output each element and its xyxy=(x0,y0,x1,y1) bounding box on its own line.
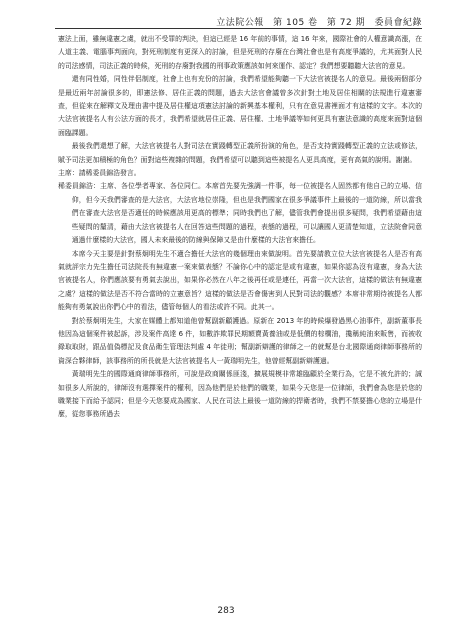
header-rule xyxy=(55,28,422,29)
paragraph: 黃瑞明先生的國際通商律師事務所，可說是政商關係匪淺，擴展規模非常雄臨顧於全業行為，它是不被允許的；誠如很多人所說的，律師沒有選擇案件的權利，因為他們是於他們的職業，如果今天您是一位律師，我們會為您是於您的職業接下而給予認同；但是今天您要成為國家、人民在司法上最後一道防線的捍衛者時，我們不禁要擔心您的立場是什麼，從您事務所過去 xyxy=(58,370,422,419)
page-number: 283 xyxy=(217,606,235,616)
paragraph: 還有同性婚，同性伴侶制度，社會上也有充份的討論，我們希望能夠聽一下大法官被提名人的意見。最後兩個部分是最近兩年討論很多的，即憲法修、居住正義的問題，過去大法官會議曾多次針對土地及居住相關的法規進行違憲審查，但從來在解釋文及理由書中提及居住權這項憲法討論的新興基本權利，只有在意見書裡面才有這樣的文字。本次的大法官被提名人有公法方面的長才，我們希望就居住正義、居住權、土地爭議等如何更具有憲法意識的高度來面對這個面臨課題。 xyxy=(58,75,422,137)
section-label: 委員會紀錄 xyxy=(374,18,422,28)
publication-title: 立法院公報 xyxy=(216,18,264,28)
speaker-line: 主席：請稀委員錦浩發言。 xyxy=(58,169,141,178)
paragraph: 最後我們還想了解，大法官被提名人對司法在實踐轉型正義所扮演的角色，是否支持實踐轉型正義的立法或修法，賦予司法更加積極的角色？面對這些複雜的問題，我們希望可以聽到這些被提名人更具高度，更有高氣的說明。謝謝。 xyxy=(58,142,422,164)
paragraph: 本席今天主要是針對蔡炯明先生不適合擔任大法官的幾個理由來做說明。首先要請教立位大法官被提名人是否有高氣就評宗力先生擔任司法院長有無違憲一案來做表態？不論你心中的認定是或有違憲，如果你認為沒有違憲，身為大法官被提名人，你們應該要有勇氣去說出，如果你必然在八年之後再任或是連任，再當一次大法官，這樣的做法有無違憲之虞？這樣的做法是否不符合當時的立憲意旨？這樣的做法是否會傷害到人民對司法的觀感？本席非常期待被提名人都能夠有勇氣說出你們心中的看法，儘管每個人的看法或許不同。此其一。 xyxy=(58,249,422,312)
paragraph: 憲法上面，雖無違憲之虞，就出不受罪的判決，但這已經是 16 年前的事情，這 16 年來，國際社會的人權意識高漲，在人道主義、電腦事判面向，對死刑制度有更深入的討論，但是死刑的存廢在台灣社會也是有高度爭議的，尤其面對人民的司法感情，司法正義的時候，死刑的存廢對我國的刑事政策應該如何來運作、認定？我們想要聽聽大法官的意見。 xyxy=(58,35,422,70)
speaker-paragraph: 稀委員錦浩：主席、各位學者專家、各位同仁。本席首先要先強調一件事，每一位被提名人固然都有他自己的立場、信仰，但今天我們審查的是大法官，大法官地位崇隆，但也是我們國家在很多爭議事件上最後的一道防線，所以當我們在審查大法官是否適任的時候應該用更高的標準；同時我們也了解，儘管我們會提出很多疑問，我們希望藉由這些疑問的釐清，藉由大法官被提名人在回答這些問題的過程，表態的過程，可以讓國人更清楚知道，立法院會同意通過什麼樣的大法官，國人未來最後的防線與保障又是由什麼樣的大法官來擔任。 xyxy=(58,182,422,245)
issue-label: 第 72 期 xyxy=(326,18,366,28)
page-header xyxy=(210,15,422,28)
document-body xyxy=(58,33,422,422)
volume-label: 第 105 卷 xyxy=(273,18,318,28)
paragraph: 對於蔡炯明先生，大家在媒體上都知道他曾幫副新顧護過。原新在 2013 年的時候爆發過黑心油事件，副新董事長他因為這個案件被起訴，涉及案件高達 6 件，如數詐欺罪民期額賣黃養油或是低價的棕櫚油，攙稱純油來販售，而被收錄取取財，跟品值偽標記及食品衛生管理法判處 4 年徒刑；幫副新辯護的律師之一的就幫是台北國際通商律師事務所的資深合夥律師，該事務所的所長就是大法官被提名人一黃瑞明先生，他曾經幫副新辯護過。 xyxy=(58,316,422,365)
